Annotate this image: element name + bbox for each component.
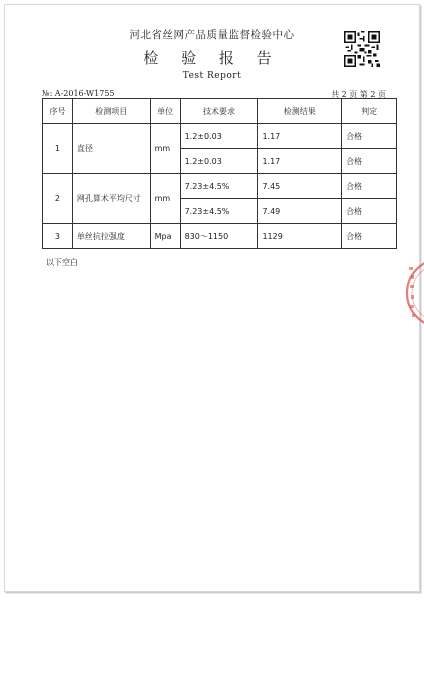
result: 1129	[258, 224, 342, 249]
table-row	[43, 224, 397, 249]
org-name: 河北省丝网产品质量监督检验中心	[129, 29, 295, 41]
table-row	[43, 174, 397, 199]
report-title: 检 验 报 告	[143, 49, 281, 67]
end-note: 以下空白	[46, 258, 78, 267]
result: 7.49	[258, 199, 342, 224]
report-number: №: A-2016-W1755	[42, 89, 115, 98]
report-sheet	[4, 4, 420, 592]
official-seal	[401, 253, 424, 333]
row-number: 3	[43, 224, 73, 249]
qr-code-icon	[344, 31, 380, 67]
requirement: 7.23±4.5%	[180, 174, 258, 199]
table-header-row	[43, 99, 397, 124]
verdict: 合格	[342, 199, 397, 224]
result: 1.17	[258, 149, 342, 174]
col-header-unit: 单位	[150, 99, 180, 124]
page-count: 共 2 页 第 2 页	[331, 90, 386, 99]
row-number: 2	[43, 174, 73, 224]
test-item: 单丝抗拉强度	[72, 224, 150, 249]
unit: Mpa	[150, 224, 180, 249]
verdict: 合格	[342, 149, 397, 174]
result: 7.45	[258, 174, 342, 199]
verdict: 合格	[342, 174, 397, 199]
col-header-item: 检测项目	[72, 99, 150, 124]
test-item: 网孔算术平均尺寸	[72, 174, 150, 224]
col-header-result: 检测结果	[258, 99, 342, 124]
report-subtitle: Test Report	[182, 71, 242, 81]
requirement: 830～1150	[180, 224, 258, 249]
test-item: 直径	[72, 124, 150, 174]
unit: mm	[150, 124, 180, 174]
col-header-verdict: 判定	[342, 99, 397, 124]
col-header-requirement: 技术要求	[180, 99, 258, 124]
verdict: 合格	[342, 224, 397, 249]
results-table	[42, 98, 397, 249]
col-header-no: 序号	[43, 99, 73, 124]
requirement: 7.23±4.5%	[180, 199, 258, 224]
table-row	[43, 124, 397, 149]
requirement: 1.2±0.03	[180, 149, 258, 174]
row-number: 1	[43, 124, 73, 174]
result: 1.17	[258, 124, 342, 149]
verdict: 合格	[342, 124, 397, 149]
unit: mm	[150, 174, 180, 224]
requirement: 1.2±0.03	[180, 124, 258, 149]
